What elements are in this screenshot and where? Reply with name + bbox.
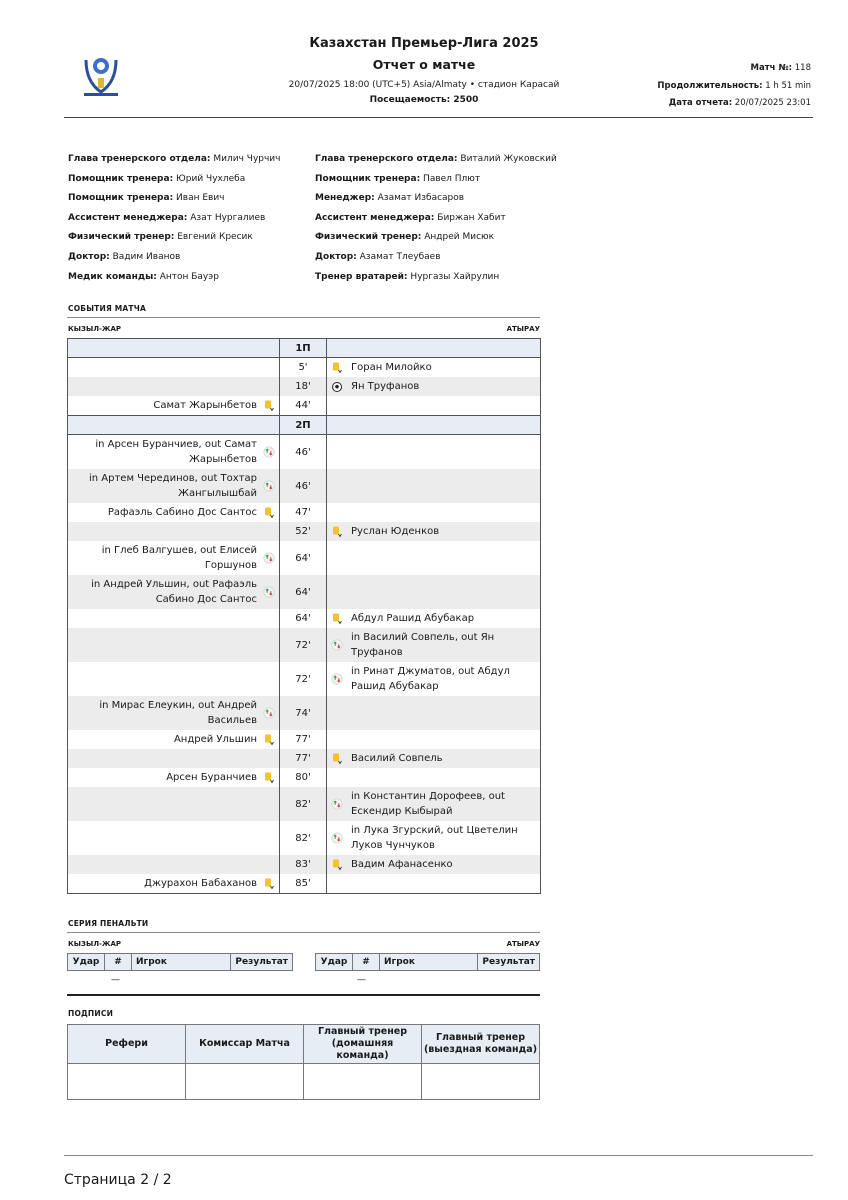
staff-name: Биржан Хабит: [437, 212, 506, 223]
event-content: [68, 398, 275, 413]
event-row: [68, 377, 541, 396]
event-content: [331, 857, 540, 872]
sig-away-coach-cell: [422, 1064, 540, 1100]
event-content: [331, 630, 540, 660]
report-date: Дата отчета: 20/07/2025 23:01: [668, 98, 811, 108]
event-minute: 80': [280, 768, 327, 787]
event-content: [68, 577, 275, 607]
staff-row: [68, 170, 280, 190]
substitution-icon: [331, 832, 343, 844]
event-minute: 44': [280, 396, 327, 416]
event-content: [331, 611, 540, 626]
staff-role: Глава тренерского отдела:: [315, 154, 458, 164]
signatures-section-title: ПОДПИСИ: [68, 1009, 114, 1018]
yellow-card-icon: [263, 878, 275, 890]
event-description: Василий Совпель: [351, 753, 443, 764]
event-description: Горан Милойко: [351, 362, 432, 373]
staff-role: Помощник тренера:: [315, 173, 421, 184]
staff-row: [315, 268, 557, 288]
event-minute: 77': [280, 749, 327, 768]
sig-away-coach-header: Главный тренер (выездная команда): [422, 1025, 540, 1064]
event-row: [68, 874, 541, 894]
event-description: in Василий Совпель, out Ян Труфанов: [351, 632, 495, 658]
page-number: Страница 2 / 2: [64, 1172, 172, 1188]
staff-name: Азамат Избасаров: [377, 193, 465, 204]
event-description: in Андрей Ульшин, out Рафаэль Сабино Дос Сантос: [91, 579, 257, 605]
staff-row: [315, 150, 557, 170]
event-row: [68, 821, 541, 855]
event-content: [68, 876, 275, 891]
yellow-card-icon: [263, 734, 275, 746]
event-description: in Глеб Валгушев, out Елисей Горшунов: [101, 545, 257, 571]
staff-role: Помощник тренера:: [68, 173, 174, 184]
event-content: [331, 524, 540, 539]
event-minute: 77': [280, 730, 327, 749]
league-title: Казахстан Премьер-Лига 2025: [309, 36, 539, 51]
event-row: [68, 662, 541, 696]
signatures-table: [67, 1024, 540, 1100]
home-staff-list: [68, 150, 280, 287]
staff-row: [68, 248, 280, 268]
event-minute: 5': [280, 358, 327, 378]
penalty-section-title: СЕРИЯ ПЕНАЛЬТИ: [68, 919, 149, 928]
events-section-title: СОБЫТИЯ МАТЧА: [68, 304, 146, 313]
report-subtitle: Отчет о матче: [372, 57, 476, 72]
yellow-card-icon: [263, 507, 275, 519]
staff-name: Виталий Жуковский: [460, 154, 557, 164]
event-content: [68, 471, 275, 501]
event-minute: 74': [280, 696, 327, 730]
staff-role: Физический тренер:: [315, 232, 422, 243]
sig-referee-cell: [68, 1064, 186, 1100]
footer-divider: [64, 1155, 813, 1156]
staff-role: Ассистент менеджера:: [68, 212, 188, 223]
yellow-card-icon: [263, 400, 275, 412]
event-content: [331, 360, 540, 375]
staff-row: [68, 189, 280, 209]
event-content: [68, 732, 275, 747]
half-header-row: [68, 416, 541, 435]
staff-role: Тренер вратарей:: [315, 271, 408, 282]
staff-name: Нургазы Хайрулин: [410, 271, 500, 282]
event-content: [331, 664, 540, 694]
penalty-away-team: АТЫРАУ: [506, 940, 540, 948]
sig-home-coach-cell: [304, 1064, 422, 1100]
yellow-card-icon: [331, 613, 343, 625]
match-duration: Продолжительность: 1 h 51 min: [657, 81, 811, 91]
event-row: [68, 522, 541, 541]
event-row: [68, 628, 541, 662]
goal-icon: [331, 381, 343, 393]
event-minute: 52': [280, 522, 327, 541]
col-result: Результат: [478, 954, 540, 971]
yellow-card-icon: [331, 753, 343, 765]
event-row: [68, 855, 541, 874]
event-description: Ян Труфанов: [351, 381, 420, 392]
staff-role: Ассистент менеджера:: [315, 212, 435, 223]
events-away-team: АТЫРАУ: [506, 325, 540, 333]
penalty-divider: [67, 932, 540, 933]
substitution-icon: [263, 586, 275, 598]
substitution-icon: [263, 446, 275, 458]
sig-commissioner-header: Комиссар Матча: [186, 1025, 304, 1064]
event-minute: 82': [280, 821, 327, 855]
event-description: Андрей Ульшин: [173, 734, 257, 745]
substitution-icon: [331, 673, 343, 685]
half-label: 2П: [280, 416, 327, 435]
event-content: [68, 543, 275, 573]
event-description: in Мирас Елеукин, out Андрей Васильев: [99, 700, 257, 726]
sig-commissioner-cell: [186, 1064, 304, 1100]
event-content: [331, 823, 540, 853]
sig-referee-header: Рефери: [68, 1025, 186, 1064]
penalty-away-empty: —: [357, 975, 366, 985]
substitution-icon: [331, 639, 343, 651]
event-description: Арсен Буранчиев: [166, 772, 257, 783]
col-player: Игрок: [132, 954, 231, 971]
penalty-away-table: [315, 953, 540, 971]
event-description: in Константин Дорофеев, out Ескендир Кыбырай: [351, 791, 505, 817]
event-content: [331, 751, 540, 766]
event-description: Абдул Рашид Абубакар: [351, 613, 475, 624]
event-description: Вадим Афанасенко: [351, 859, 453, 870]
staff-name: Вадим Иванов: [112, 251, 181, 262]
event-row: [68, 768, 541, 787]
event-content: [331, 379, 540, 394]
event-description: in Арсен Буранчиев, out Самат Жарынбетов: [95, 439, 257, 465]
penalty-bottom-rule: [67, 994, 540, 996]
penalty-home-team: КЫЗЫЛ-ЖАР: [68, 940, 122, 948]
event-minute: 64': [280, 575, 327, 609]
staff-role: Доктор:: [315, 251, 357, 262]
staff-role: Доктор:: [68, 251, 110, 262]
staff-row: [315, 228, 557, 248]
event-minute: 64': [280, 609, 327, 628]
event-minute: 72': [280, 662, 327, 696]
event-row: [68, 749, 541, 768]
event-description: in Ринат Джуматов, out Абдул Рашид Абубакар: [351, 666, 510, 692]
staff-role: Физический тренер:: [68, 232, 175, 243]
event-minute: 64': [280, 541, 327, 575]
substitution-icon: [263, 707, 275, 719]
yellow-card-icon: [331, 362, 343, 374]
col-result: Результат: [231, 954, 293, 971]
event-row: [68, 435, 541, 470]
half-header-row: [68, 339, 541, 358]
staff-name: Милич Чурчич: [213, 154, 281, 164]
event-row: [68, 396, 541, 416]
staff-row: [315, 209, 557, 229]
staff-row: [315, 248, 557, 268]
event-minute: 47': [280, 503, 327, 522]
substitution-icon: [331, 798, 343, 810]
staff-role: Помощник тренера:: [68, 193, 174, 204]
col-number: #: [353, 954, 380, 971]
staff-name: Антон Бауэр: [159, 271, 219, 282]
event-minute: 72': [280, 628, 327, 662]
staff-name: Павел Плют: [423, 173, 481, 184]
match-number: Матч №: 118: [750, 63, 811, 73]
event-content: [68, 770, 275, 785]
event-content: [331, 789, 540, 819]
staff-name: Евгений Кресик: [177, 232, 253, 243]
event-description: in Лука Згурский, out Цветелин Луков Чунчуков: [351, 825, 518, 851]
events-home-team: КЫЗЫЛ-ЖАР: [68, 325, 122, 333]
event-row: [68, 696, 541, 730]
staff-name: Иван Евич: [176, 193, 225, 204]
col-shot: Удар: [68, 954, 105, 971]
event-minute: 18': [280, 377, 327, 396]
col-number: #: [105, 954, 132, 971]
staff-row: [68, 150, 280, 170]
staff-row: [315, 170, 557, 190]
staff-role: Глава тренерского отдела:: [68, 154, 211, 164]
attendance: Посещаемость: 2500: [369, 95, 479, 105]
event-content: [68, 437, 275, 467]
event-row: [68, 575, 541, 609]
event-row: [68, 503, 541, 522]
event-row: [68, 469, 541, 503]
event-row: [68, 609, 541, 628]
penalty-home-empty: —: [111, 975, 120, 985]
staff-name: Азат Нургалиев: [190, 212, 266, 223]
match-datetime-venue: 20/07/2025 18:00 (UTC+5) Asia/Almaty • стадион Карасай: [288, 80, 560, 90]
substitution-icon: [263, 480, 275, 492]
event-description: Руслан Юденков: [351, 526, 440, 537]
yellow-card-icon: [263, 772, 275, 784]
col-player: Игрок: [380, 954, 478, 971]
half-label: 1П: [280, 339, 327, 358]
event-description: in Артем Черединов, out Тохтар Жангылышбай: [88, 473, 257, 499]
event-description: Джурахон Бабаханов: [144, 878, 257, 889]
event-description: Самат Жарынбетов: [153, 400, 257, 411]
col-shot: Удар: [316, 954, 353, 971]
yellow-card-icon: [331, 859, 343, 871]
event-row: [68, 730, 541, 749]
header-divider: [64, 117, 813, 118]
event-minute: 85': [280, 874, 327, 894]
substitution-icon: [263, 552, 275, 564]
event-row: [68, 358, 541, 378]
staff-row: [68, 209, 280, 229]
away-staff-list: [315, 150, 557, 287]
staff-row: [315, 189, 557, 209]
staff-role: Медик команды:: [68, 271, 157, 282]
event-content: [68, 505, 275, 520]
yellow-card-icon: [331, 526, 343, 538]
event-description: Рафаэль Сабино Дос Сантос: [107, 507, 257, 518]
staff-name: Юрий Чухлеба: [176, 173, 246, 184]
staff-row: [68, 228, 280, 248]
event-minute: 46': [280, 469, 327, 503]
event-minute: 46': [280, 435, 327, 470]
staff-role: Менеджер:: [315, 193, 375, 204]
event-row: [68, 541, 541, 575]
event-row: [68, 787, 541, 821]
staff-name: Азамат Тлеубаев: [359, 251, 441, 262]
penalty-home-table: [67, 953, 293, 971]
event-content: [68, 698, 275, 728]
event-minute: 83': [280, 855, 327, 874]
staff-row: [68, 268, 280, 288]
event-minute: 82': [280, 787, 327, 821]
events-divider: [67, 317, 540, 318]
staff-name: Андрей Мисюк: [424, 232, 495, 243]
sig-home-coach-header: Главный тренер (домашняя команда): [304, 1025, 422, 1064]
events-table: [67, 338, 541, 894]
